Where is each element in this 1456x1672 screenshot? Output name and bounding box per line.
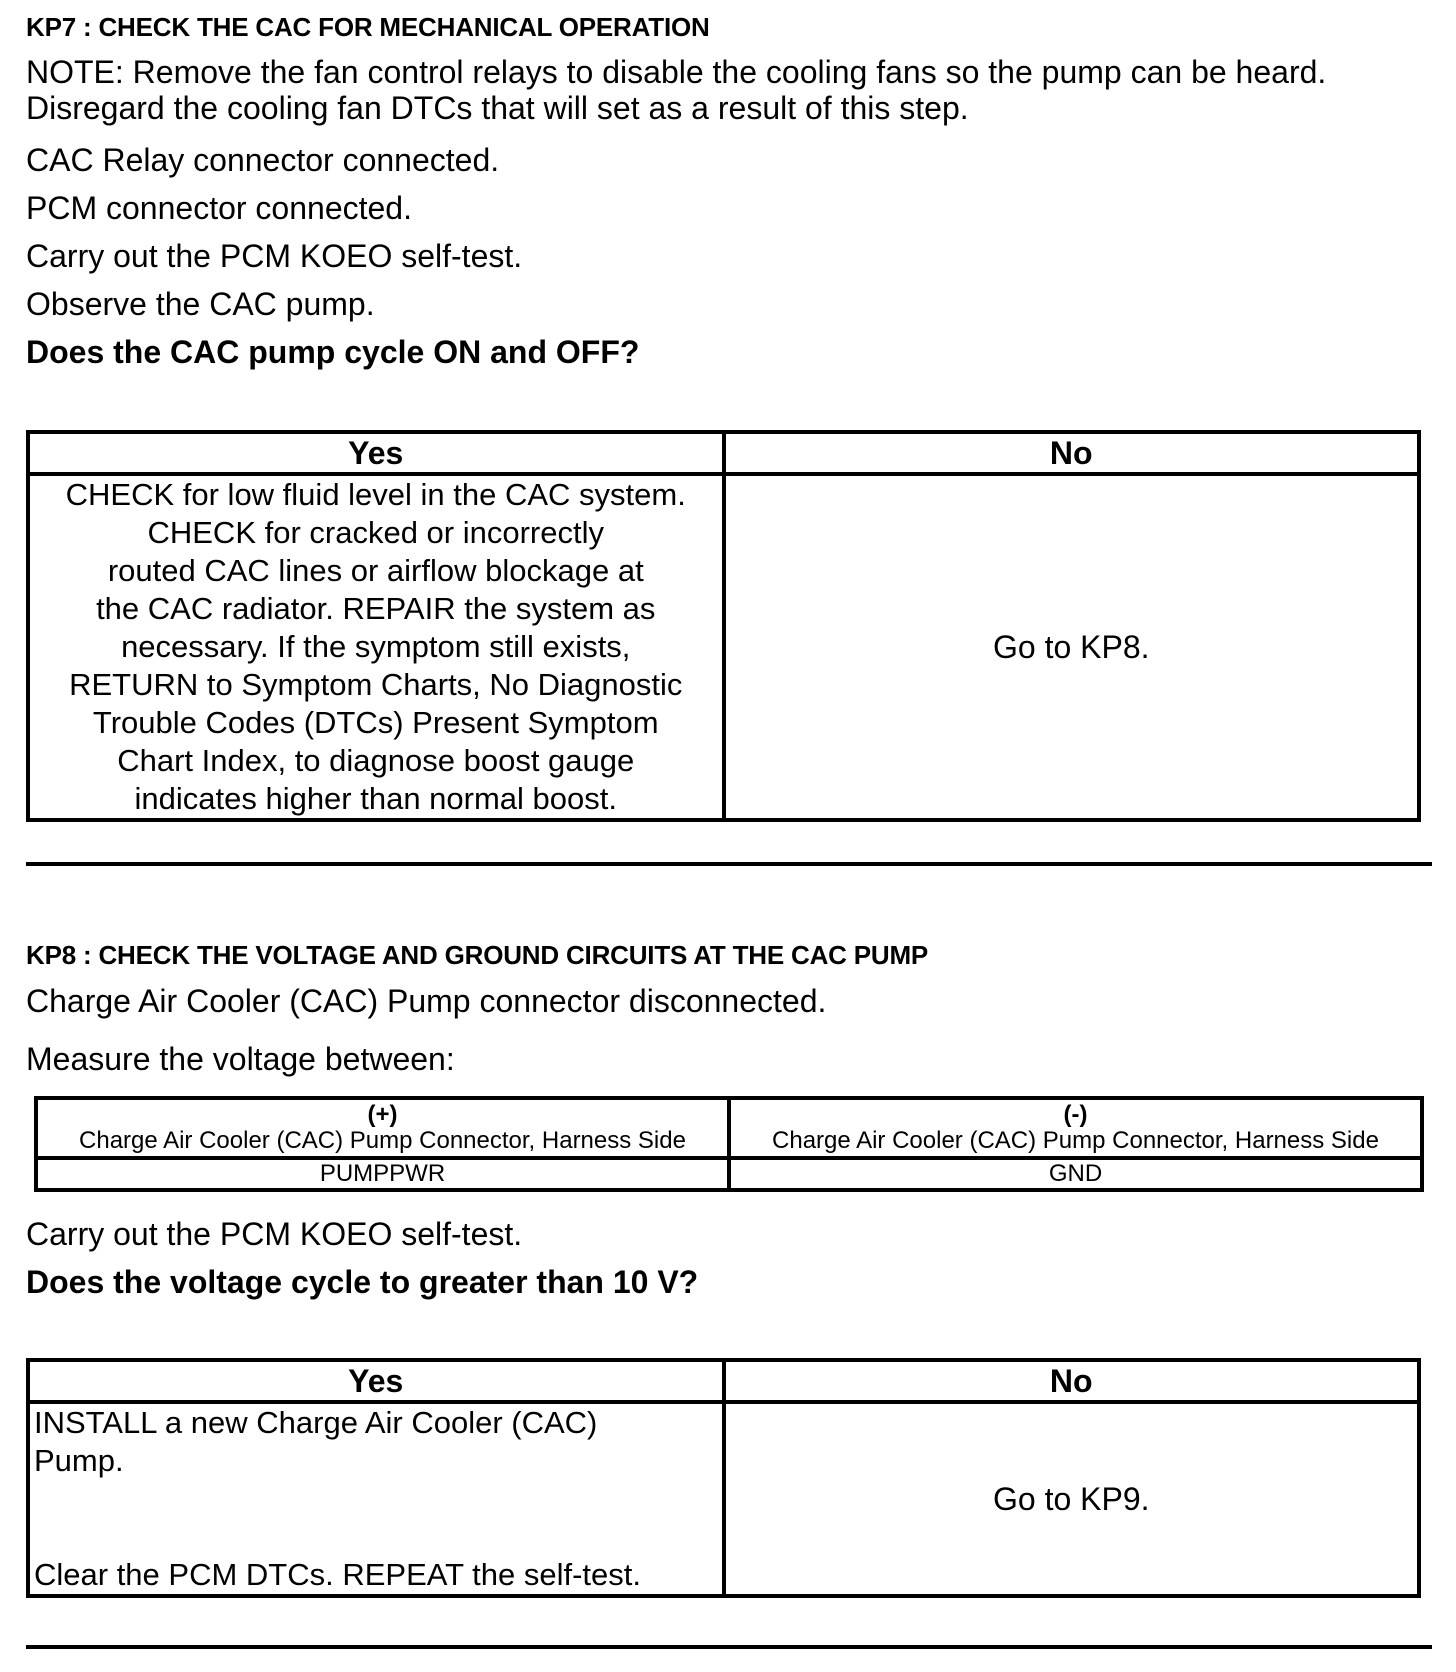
kp7-question: Does the CAC pump cycle ON and OFF?	[26, 334, 640, 370]
kp7-step-observe: Observe the CAC pump.	[26, 286, 375, 322]
kp8-yes-line2: Pump.	[34, 1443, 124, 1478]
kp8-yes-header: Yes	[28, 1360, 724, 1402]
kp7-yes-cell	[28, 474, 724, 820]
kp7-step-relay: CAC Relay connector connected.	[26, 142, 500, 178]
kp8-minus-pin: GND	[729, 1158, 1422, 1190]
kp8-step-selftest: Carry out the PCM KOEO self-test.	[26, 1216, 523, 1252]
kp7-yes-no-table	[26, 430, 1421, 822]
kp8-yes-line1: INSTALL a new Charge Air Cooler (CAC)	[34, 1405, 598, 1440]
kp8-plus-header	[36, 1098, 729, 1158]
kp7-title: KP7 : CHECK THE CAC FOR MECHANICAL OPERATION	[26, 12, 710, 42]
kp7-no-header: No	[724, 432, 1420, 474]
kp7-note-line1: NOTE: Remove the fan control relays to disable the cooling fans so the pump can be heard.	[26, 54, 1327, 90]
kp8-no-cell: Go to KP9.	[724, 1402, 1420, 1596]
kp8-minus-header	[729, 1098, 1422, 1158]
kp7-yes-line: necessary. If the symptom still exists,	[121, 629, 631, 664]
kp8-question: Does the voltage cycle to greater than 10 V?	[26, 1264, 699, 1300]
section-divider	[26, 862, 1432, 866]
kp8-yes-no-table	[26, 1358, 1421, 1598]
kp8-measure-table	[34, 1096, 1424, 1192]
kp7-yes-header: Yes	[28, 432, 724, 474]
kp8-yes-line3: Clear the PCM DTCs. REPEAT the self-test.	[34, 1557, 641, 1592]
kp8-minus-sign: (-)	[1063, 1101, 1088, 1128]
kp8-step-measure: Measure the voltage between:	[26, 1041, 455, 1077]
kp7-note-line2: Disregard the cooling fan DTCs that will set as a result of this step.	[26, 90, 969, 126]
kp8-title: KP8 : CHECK THE VOLTAGE AND GROUND CIRCUITS AT THE CAC PUMP	[26, 940, 929, 970]
kp7-yes-line: RETURN to Symptom Charts, No Diagnostic	[69, 667, 683, 702]
kp7-yes-line: the CAC radiator. REPAIR the system as	[96, 591, 656, 626]
kp7-step-selftest: Carry out the PCM KOEO self-test.	[26, 238, 523, 274]
kp8-plus-label: Charge Air Cooler (CAC) Pump Connector, Harness Side	[79, 1127, 686, 1154]
kp7-yes-line: Trouble Codes (DTCs) Present Symptom	[92, 705, 659, 740]
kp7-yes-line: CHECK for cracked or incorrectly	[147, 515, 604, 550]
kp8-no-header: No	[724, 1360, 1420, 1402]
kp8-minus-label: Charge Air Cooler (CAC) Pump Connector, Harness Side	[772, 1127, 1379, 1154]
kp7-no-cell: Go to KP8.	[724, 474, 1420, 820]
kp7-yes-line: Chart Index, to diagnose boost gauge	[117, 743, 635, 778]
kp8-step-disconnected: Charge Air Cooler (CAC) Pump connector disconnected.	[26, 983, 827, 1019]
kp8-plus-pin: PUMPPWR	[36, 1158, 729, 1190]
kp7-yes-line: routed CAC lines or airflow blockage at	[107, 553, 644, 588]
section-divider-bottom	[26, 1645, 1432, 1649]
kp7-yes-line: indicates higher than normal boost.	[134, 781, 617, 816]
kp8-yes-cell	[28, 1402, 724, 1596]
kp7-yes-line: CHECK for low fluid level in the CAC system.	[65, 477, 686, 512]
kp8-plus-sign: (+)	[367, 1101, 398, 1128]
kp7-step-pcm: PCM connector connected.	[26, 190, 412, 226]
